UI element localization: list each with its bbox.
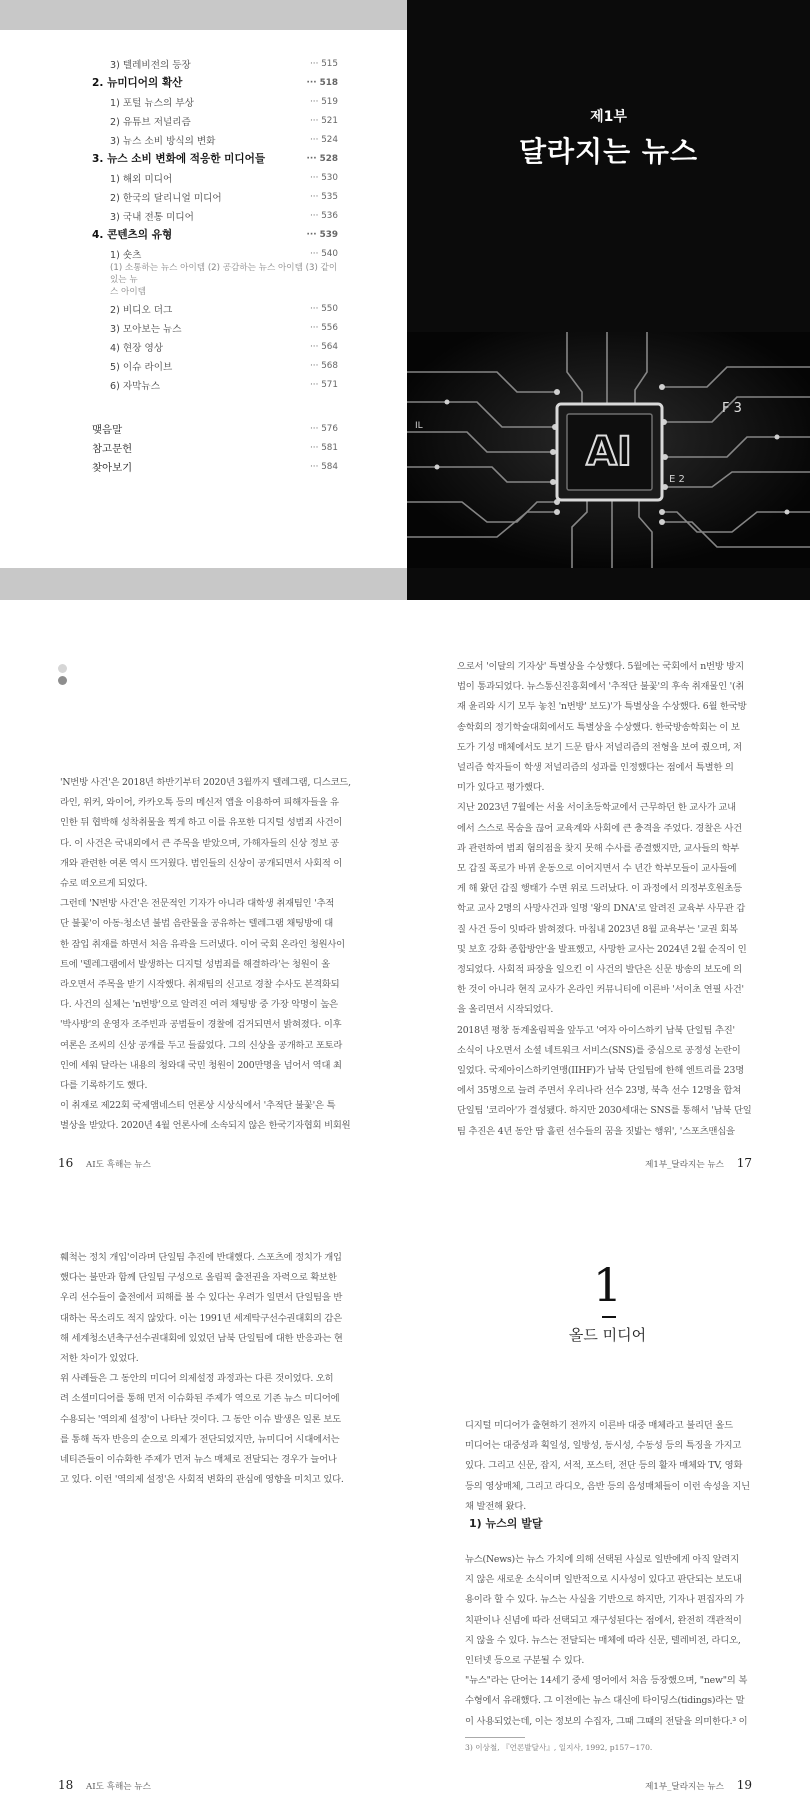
toc-entry-page: ··· 518 [306,77,338,88]
page-16 [0,618,405,1180]
spread-pages-18-19 [0,1180,810,1804]
text-line: 슈로 떠오르게 되었다. [60,878,148,890]
text-line: 별상을 받았다. 2020년 4월 언론사에 소속되지 않은 한국기자협회 비회원 [60,1120,351,1132]
text-line: 있다. 그리고 신문, 잡지, 서적, 포스터, 전단 등의 활자 매체와 TV, 영화 [465,1460,743,1472]
text-line: 지난 2023년 7월에는 서울 서이초등학교에서 근무하던 한 교사가 교내 [457,802,736,814]
toc-back-matter-entry [92,457,338,476]
text-line: 저한 차이가 있었다. [60,1353,139,1365]
page-number: 17 [736,1156,752,1170]
text-line: 미가 있다고 평가했다. [457,782,545,794]
page-19-folio [645,1778,752,1792]
toc-entry-label: 2) 유튜브 저널리즘 [110,116,191,128]
toc-gap [92,394,338,419]
toc-entry-label: 스 아이템 [110,286,146,297]
text-line: 단일팀 '코리아'가 결성됐다. 하지만 2030세대는 SNS를 통해서 '남북 단일 [457,1105,752,1117]
text-line: 미디어는 대중성과 획일성, 일방성, 동시성, 수동성 등의 특징을 가지고 [465,1440,742,1452]
toc-entry-label: 찾아보기 [92,462,133,474]
toc-entry-page: ··· 519 [310,96,338,107]
toc-entry [92,356,338,375]
chip-text: AI [586,429,632,475]
toc-entry-page: ··· 536 [310,210,338,221]
text-line: 용이라 할 수 있다. 뉴스는 사실을 기반으로 하지만, 기자나 편집자의 가 [465,1594,744,1606]
ai-circuit-image [407,332,810,568]
toc-entry-page: ··· 535 [310,191,338,202]
toc-page [0,0,407,600]
text-line: 이 취재로 제22회 국제앰네스티 언론상 시상식에서 '추적단 불꽃'은 특 [60,1100,336,1112]
toc-entry-page: ··· 564 [310,341,338,352]
toc-entry [92,375,338,394]
toc-entry [92,225,338,244]
text-line: 치판이나 신념에 따라 선택되고 재구성된다는 점에서, 완전히 객관적이 [465,1614,742,1626]
page-number: 16 [58,1156,74,1170]
toc-entry [92,73,338,92]
toc-entry-label: 맺음말 [92,424,123,436]
page-number: 18 [58,1778,74,1792]
text-line: 다. 사건의 실체는 'n번방'으로 알려진 여러 채팅방 중 가장 악명이 높은 [60,999,338,1011]
chapter-rule [602,1316,616,1318]
section-dots [58,664,67,688]
toc-entry-page: ··· 576 [310,423,338,434]
running-title: 제1부_달라지는 뉴스 [645,1782,724,1792]
ai-circuit-illustration [407,332,810,568]
toc-entry-label: 3. 뉴스 소비 변화에 적응한 미디어들 [92,153,266,165]
page-16-folio [58,1156,151,1170]
spread-pages-16-17 [0,618,810,1180]
text-line: 다를 기록하기도 했다. [60,1080,148,1092]
toc-entry [92,337,338,356]
toc-entry [92,54,338,73]
toc-entry-label: 6) 자막뉴스 [110,380,160,392]
toc-back-matter-entry [92,438,338,457]
part-title: 달라지는 뉴스 [518,135,699,168]
text-line: 인에 세워 달라는 내용의 청와대 국민 청원이 200만명을 넘어서 역대 최 [60,1059,342,1071]
circuit-label-e2: E 2 [669,474,685,485]
text-line: 단 불꽃'이 아동·청소년 불법 음란물을 공유하는 텔레그램 채팅방에 대 [60,918,334,930]
toc-entry-page: ··· 515 [310,58,338,69]
toc-entry [92,111,338,130]
dot-dark [58,676,67,685]
toc-entry [92,149,338,168]
toc-entry-page: ··· 528 [306,153,338,164]
chapter-title: 올드 미디어 [568,1326,647,1344]
text-line: 에서 35명으로 늘려 주면서 우리나라 선수 23명, 북측 선수 12명을 합쳐 [457,1085,742,1097]
text-line: 'N번방 사건'은 2018년 하반기부터 2020년 3월까지 텔레그램, 디스코드, [60,777,351,788]
text-line: 널리즘 학자들이 학생 저널리즘의 성과를 인정했다는 점에서 특별한 의 [457,762,734,774]
chapter-intro [465,1416,763,1517]
text-line: 개와 관련한 여론 역시 뜨거웠다. 범인들의 신상이 공개되면서 사회적 이 [60,857,343,869]
text-line: 려 소셜미디어를 통해 먼저 이슈화된 주제가 역으로 기존 뉴스 미디어에 [60,1393,340,1405]
text-line: 를 통해 독자 반응의 순으로 의제가 전단되었지만, 뉴미디어 시대에서는 [60,1433,340,1445]
text-line: 인터넷 등으로 구분될 수 있다. [465,1655,585,1667]
text-line: 채 발전해 왔다. [465,1500,526,1512]
toc-entry-label: 2) 비디오 더그 [110,304,173,316]
page-number: 19 [736,1778,752,1792]
toc-entry-label: 1) 해외 미디어 [110,173,173,185]
text-line: 그런데 'N번방 사건'은 전문적인 기자가 아니라 대학생 취재팀인 '추적 [60,898,335,910]
text-line: 위 사례들은 그 동안의 미디어 의제설정 과정과는 다른 것이었다. 오히 [60,1373,334,1385]
text-line: 디지털 미디어가 출현하기 전까지 이른바 대중 매체라고 불리던 올드 [465,1420,733,1431]
text-line: 팀 추진은 4년 동안 땀 흘린 선수들의 꿈을 짓밟는 행위', '스포츠맨십을 [457,1125,735,1137]
toc-entry [92,282,338,299]
text-line: 했다는 불만과 함께 단일팀 구성으로 올림픽 출전권을 자력으로 확보한 [60,1272,337,1284]
spread-toc-part [0,0,810,600]
text-line: 게 해 왔던 갑질 행태가 수면 위로 드러났다. 이 과정에서 의정부호원초등 [457,883,742,895]
text-line: 을 올리면서 시작되었다. [457,1004,554,1016]
toc-entry [92,168,338,187]
text-line: 지 않은 새로운 소식이며 일반적으로 시사성이 있다고 판단되는 보도내 [465,1574,742,1586]
dot-light [58,664,67,673]
toc-entry-label: 2) 한국의 달리니얼 미디어 [110,192,222,204]
toc-entry-label: 3) 국내 전통 미디어 [110,211,194,223]
toc-entry-label: 참고문헌 [92,443,133,455]
text-line: 에서 스스로 목숨을 끊어 교육계와 사회에 큰 충격을 주었다. 경찰은 사건 [457,822,742,834]
toc-entry-page: ··· 550 [310,303,338,314]
text-line: 2018년 평창 동계올림픽을 앞두고 '여자 아이스하키 남북 단일팀 추진' [457,1024,735,1036]
toc-entry-label: 5) 이슈 라이브 [110,361,173,373]
toc-entry [92,92,338,111]
text-line: 일었다. 국제아이스하키연맹(IIHF)가 남북 단일팀에 한해 엔트리를 23명 [457,1065,744,1077]
text-line: 모 갑질 폭로가 바뀌 운동으로 이어지면서 수 년간 학부모들이 교사들에 [457,863,737,875]
circuit-label-f3: F 3 [722,401,742,416]
part-label: 제1부 [590,109,627,125]
running-title: AI도 흑해는 뉴스 [86,1160,151,1170]
toc-entry-page: ··· 540 [310,248,338,259]
page-19 [405,1180,810,1804]
toc-entry-label: (1) 소통하는 뉴스 아이템 (2) 공감하는 뉴스 아이템 (3) 같이 있는 뉴 [110,262,338,285]
page-18-folio [58,1778,151,1792]
toc-entry [92,206,338,225]
text-line: 재 윤리와 시기 모두 놓친 'n번방' 보도)'가 특별상을 수상했다. 6월 한국방 [457,701,747,713]
text-line: 네티즌들이 이슈화한 주제가 먼저 뉴스 매체로 전달되는 경우가 늘어나 [60,1454,337,1466]
page-17 [405,618,810,1180]
chapter-number: 1 [592,1258,623,1312]
bottom-gray-band [0,568,407,600]
circuit-label-il: IL [415,421,423,431]
section-heading: 1) 뉴스의 발달 [469,1517,543,1530]
text-line: 고 있다. 이런 '역의제 설정'은 사회적 변화의 관심에 영향을 미치고 있다. [60,1474,344,1486]
toc-entry-page: ··· 568 [310,360,338,371]
toc-entry-label: 3) 텔레비전의 등장 [110,59,191,71]
text-line: 한 잠입 취재를 하면서 처음 유곽을 드러냈다. 이어 국회 온라인 청원사이 [60,938,345,950]
toc-entry-label: 4. 콘텐츠의 유형 [92,229,173,241]
text-line: 라인, 위커, 와이어, 카카오톡 등의 메신저 앱을 이용하여 피해자들을 유 [60,797,339,809]
part-title-page [407,0,810,600]
text-line: 한 것이 아니라 현직 교사가 온라인 커뮤니티에 이른바 '서이초 연필 사건' [457,984,744,996]
toc-entry-page: ··· 524 [310,134,338,145]
text-line: 정되었다. 사회적 파장을 일으킨 이 사건의 발단은 신문 방송의 보도에 의 [457,964,742,976]
text-line: 인한 뒤 협박해 성착취물을 찍게 하고 이를 유포한 디지털 성범죄 사건이 [60,817,343,829]
text-line: 소식이 나오면서 소셜 네트워크 서비스(SNS)를 중심으로 공정성 논란이 [457,1044,741,1056]
running-title: 제1부_달라지는 뉴스 [645,1160,724,1170]
toc-entry [92,130,338,149]
toc-entry [92,262,338,285]
section-body [465,1550,763,1732]
toc-entry [92,187,338,206]
page-18-body [60,1248,360,1490]
text-line: 라오면서 주목을 받기 시작했다. 취재팀의 신고로 경찰 수사도 본격화되 [60,979,340,991]
text-line: 학교 교사 2명의 사망사건과 일명 '왕의 DNA'로 알려진 교육부 사무관 갑 [457,903,745,915]
text-line: 수용되는 '역의제 설정'이 나타난 것이다. 그 동안 이슈 발생은 일론 보도 [60,1413,341,1425]
table-of-contents [92,54,338,476]
toc-entry-page: ··· 556 [310,322,338,333]
toc-entry-page: ··· 521 [310,115,338,126]
page-17-folio [645,1156,752,1170]
toc-entry-label: 3) 뉴스 소비 방식의 변화 [110,135,216,147]
toc-entry-label: 3) 모아보는 뉴스 [110,323,182,335]
text-line: 다. 이 사건은 국내외에서 큰 주목을 받았으며, 가해자들의 신상 정보 공 [60,837,339,849]
text-line: 지 않을 수 있다. 뉴스는 전달되는 매체에 따라 신문, 텔레비전, 라디오, [465,1634,741,1646]
toc-entry-label: 1) 숏츠 [110,249,142,261]
text-line: 수형에서 유래했다. 그 이전에는 뉴스 대신에 타이딩스(tidings)라는 말 [465,1695,745,1707]
text-line: 등의 영상매체, 그리고 라디오, 음반 등의 음성매체들이 이런 속성을 지닌 [465,1480,750,1492]
text-line: 도가 기성 매체에서도 보기 드문 탐사 저널리즘의 전형을 보여 줬으며, 저 [457,741,742,753]
text-line: 및 보호 강화 종합방안'을 발표했고, 사망한 교사는 2024년 2월 순직이 인 [457,943,747,955]
toc-entry-page: ··· 539 [306,229,338,240]
footnote-rule [465,1737,525,1738]
toc-entry-label: 2. 뉴미디어의 확산 [92,77,183,89]
text-line: 법이 통과되었다. 뉴스통신진흥회에서 '추적단 불꽃'의 후속 취재물인 '(취 [457,681,745,693]
page-18 [0,1180,405,1804]
footnote: 3) 이상철, 『언론발달사』, 일지사, 1992, p157~170. [465,1743,653,1752]
toc-entry-page: ··· 530 [310,172,338,183]
text-line: 질 사건 등이 잇따라 밝혀졌다. 마침내 2023년 8월 교육부는 '교권 회복 [457,923,738,935]
text-line: "뉴스"라는 단어는 14세기 중세 영어에서 처음 등장했으며, "new"의 복 [465,1675,748,1687]
text-line: 여론은 조씨의 신상 공개를 두고 들끓었다. 그의 신상을 공개하고 포토라 [60,1039,343,1051]
text-line: 송학회의 정기학술대회에서도 특별상을 수상했다. 한국방송학회는 이 보 [457,721,740,733]
text-line: 과 관련하여 범죄 혐의점을 찾지 못해 수사를 종결했지만, 교사들의 학부 [457,842,740,854]
toc-entry-page: ··· 571 [310,379,338,390]
text-line: 우리 선수들이 출전에서 피해를 볼 수 있다는 우려가 일면서 단일팀을 반 [60,1292,343,1304]
text-line: 대하는 목소리도 적지 않았다. 이는 1991년 세계탁구선수권대회의 감은 [60,1312,342,1324]
text-line: 해 세계청소년축구선수권대회에 있었던 남북 단일팀에 대한 반응과는 현 [60,1332,343,1344]
top-gray-band [0,0,407,30]
toc-entry-page: ··· 584 [310,461,338,472]
text-line: 뉴스(News)는 뉴스 가치에 의해 선택된 사실로 일반에게 아직 알려지 [465,1554,739,1565]
text-line: 으로서 '이달의 기자상' 특별상을 수상했다. 5월에는 국회에서 n번방 방지 [457,661,744,672]
toc-entry-page: ··· 581 [310,442,338,453]
toc-entry [92,318,338,337]
page-16-body [60,773,356,1137]
toc-entry-label: 1) 포털 뉴스의 부상 [110,97,194,109]
text-line: 트에 '텔레그램에서 발생하는 디지털 성범죄를 해결하라'는 청원이 올 [60,958,330,970]
text-line: 훼척는 정치 개입'이라며 단일팀 추진에 반대했다. 스포츠에 정치가 개입 [60,1252,342,1263]
toc-back-matter-entry [92,419,338,438]
page-17-body [457,657,757,1142]
toc-entry-label: 4) 현장 영상 [110,342,164,354]
text-line: '박사방'의 운영자 조주빈과 공범들이 경찰에 검거되면서 밝혀졌다. 이후 [60,1019,342,1031]
running-title: AI도 흑해는 뉴스 [86,1782,151,1792]
toc-entry [92,299,338,318]
text-line: 이 사용되었는데, 이는 정보의 수집자, 그때 그때의 전달을 의미한다.³ 이 [465,1715,748,1727]
